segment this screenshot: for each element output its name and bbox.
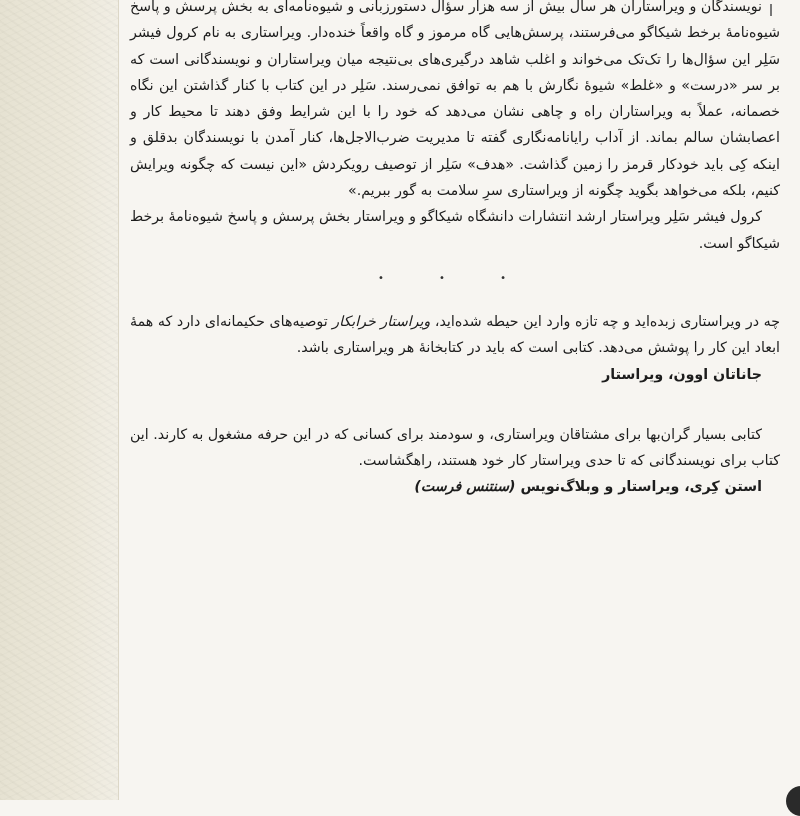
corner-circle xyxy=(786,786,800,816)
book-title: ویراستار خرابکار xyxy=(332,313,431,330)
endorsement-1 xyxy=(130,309,780,362)
endorsement-2: کتابی بسیار گران‌بها برای مشتاقان ویراستاری، و سودمند برای کسانی که در این حرفه مشغول به کارند. این کتاب برای نویسندگانی که تا حدی ویراستار کار خود هستند، راهگشاست. xyxy=(130,426,780,470)
endorsement-1-text-after: توصیه‌های حکیمانه‌ای دارد که همهٔ ابعاد این کار را پوشش می‌دهد. کتابی است که باید در کتابخانهٔ هر ویراستاری باشد. xyxy=(130,313,780,357)
endorsement-2-signature-name: استن کِری، ویراستار و وبلاگ‌نویس xyxy=(515,479,762,496)
book-spine xyxy=(0,0,119,800)
endorsement-1-text-before: چه در ویراستاری زبده‌اید و چه تازه وارد این حیطه شده‌اید، xyxy=(430,313,781,330)
endorsement-2-signature xyxy=(130,474,780,500)
endorsement-1-signature: جاناتان اوون، ویراستار xyxy=(602,366,762,383)
back-cover-text xyxy=(130,0,780,501)
author-bio-paragraph: کرول فیشر سَلِر ویراستار ارشد انتشارات دانشگاه شیکاگو و ویراستار بخش پرسش و پاسخ شیوه‌نامهٔ برخط شیکاگو است. xyxy=(130,209,780,252)
endorsement-2-signature-source: (سنتنس فرست) xyxy=(414,479,516,496)
intro-paragraph: نویسندگان و ویراستاران هر سال بیش از سه هزار سؤال دستورزبانی و شیوه‌نامه‌ای به بخش پرسش و پاسخ شیوه‌نامهٔ برخط شیکاگو می‌فرستند، پرسش‌هایی گاه مرموز و گاه واقعاً خنده‌دار. ویراستاری به نام کرول فیشر سَلِر این سؤال‌ها را تک‌تک می‌خواند و اغلب شاهد درگیری‌های بی‌نتیجه میان ویراستاران و نویسندگانی است که بر سر «درست» و «غلط» شیوهٔ نگارش با هم به توافق نمی‌رسند. سَلِر در این کتاب با کنار گذاشتن این نگاه خصمانه، عملاً به ویراستاران راه و چاهی نشان می‌دهد که خود را با این شرایط وفق دهند تا محیط کار و اعصابشان سالم بماند. از آداب رایانامه‌نگاری گفته تا مدیریت ضرب‌الاجل‌ها، کنار آمدن با نویسندگان بدقلق و اینکه کِی باید خودکار قرمز را زمین گذاشت. «هدف» سَلِر از توصیف رویکردش «این نیست که چگونه ویرایش کنیم، بلکه می‌خواهد بگوید چگونه از ویراستاری سرِ سلامت به گور ببریم.» xyxy=(130,0,780,200)
section-divider: • • • xyxy=(377,272,533,284)
spacer xyxy=(130,388,780,422)
